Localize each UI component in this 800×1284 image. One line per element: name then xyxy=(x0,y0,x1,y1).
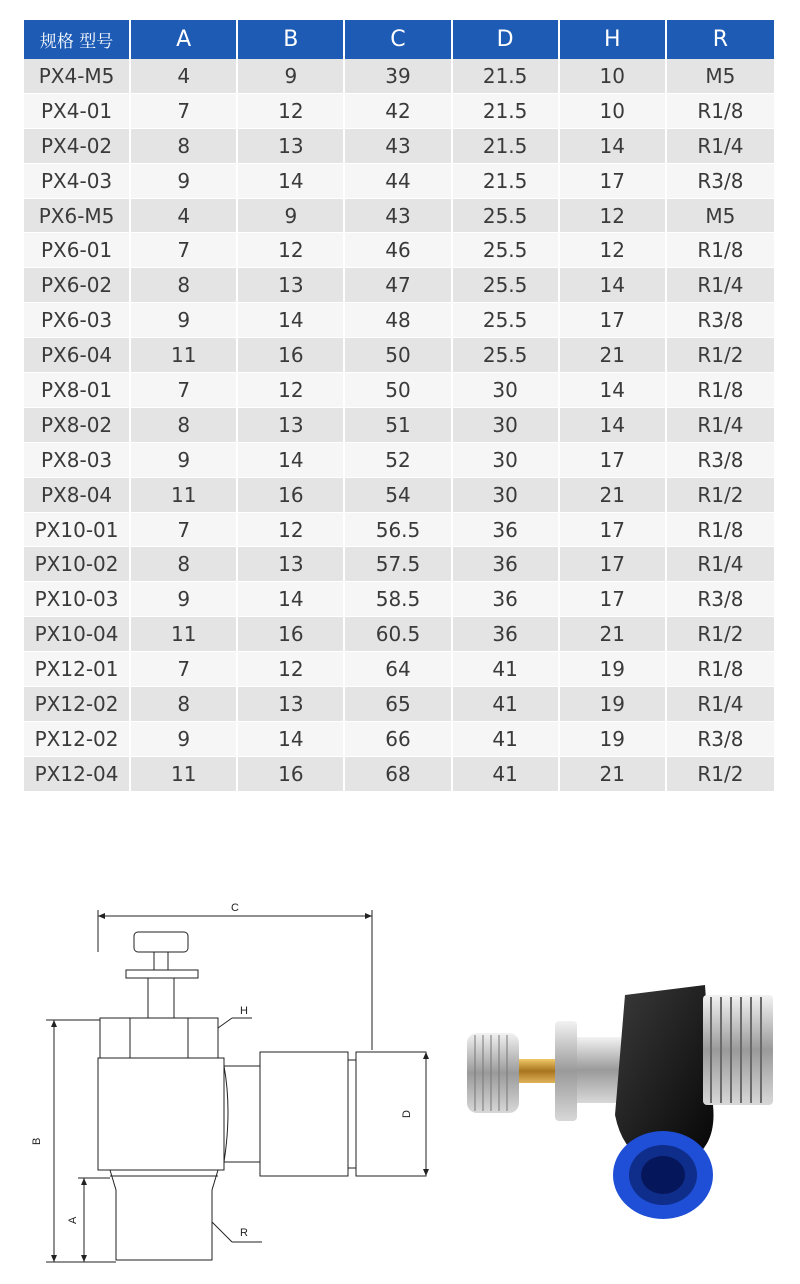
table-cell: 13 xyxy=(238,268,345,303)
table-cell: 48 xyxy=(345,303,452,338)
column-header: D xyxy=(453,20,560,59)
table-row xyxy=(24,94,774,129)
table-cell: R1/2 xyxy=(667,617,774,652)
table-cell: 21 xyxy=(560,617,667,652)
table-cell: 8 xyxy=(131,408,238,443)
table-row xyxy=(24,722,774,757)
photo-nut xyxy=(555,1021,577,1121)
table-cell: M5 xyxy=(667,59,774,94)
table-cell: PX6-M5 xyxy=(24,199,131,234)
table-cell: 17 xyxy=(560,164,667,199)
table-cell: 41 xyxy=(453,652,560,687)
table-cell: M5 xyxy=(667,199,774,234)
table-row xyxy=(24,268,774,303)
table-cell: 7 xyxy=(131,233,238,268)
table-cell: 21.5 xyxy=(453,129,560,164)
table-row xyxy=(24,129,774,164)
table-cell: R1/8 xyxy=(667,233,774,268)
table-cell: 13 xyxy=(238,129,345,164)
table-cell: PX4-03 xyxy=(24,164,131,199)
table-cell: R1/8 xyxy=(667,652,774,687)
table-cell: R3/8 xyxy=(667,443,774,478)
column-header: R xyxy=(667,20,774,59)
table-cell: 50 xyxy=(345,373,452,408)
table-cell: PX4-02 xyxy=(24,129,131,164)
table-cell: 8 xyxy=(131,687,238,722)
table-cell: 7 xyxy=(131,513,238,548)
table-cell: 8 xyxy=(131,129,238,164)
table-cell: 12 xyxy=(560,233,667,268)
column-header: A xyxy=(131,20,238,59)
table-row xyxy=(24,303,774,338)
table-cell: 9 xyxy=(131,722,238,757)
table-cell: 7 xyxy=(131,94,238,129)
table-cell: 9 xyxy=(131,582,238,617)
table-cell: PX10-02 xyxy=(24,547,131,582)
table-cell: PX12-01 xyxy=(24,652,131,687)
column-header: B xyxy=(238,20,345,59)
table-cell: 10 xyxy=(560,94,667,129)
table-cell: R1/8 xyxy=(667,373,774,408)
push-in-tube xyxy=(224,1066,260,1162)
table-cell: PX12-04 xyxy=(24,757,131,792)
table-cell: R3/8 xyxy=(667,164,774,199)
table-body xyxy=(24,59,774,792)
table-row xyxy=(24,513,774,548)
table-cell: R1/4 xyxy=(667,268,774,303)
table-cell: 14 xyxy=(238,164,345,199)
table-row xyxy=(24,338,774,373)
table-cell: 43 xyxy=(345,199,452,234)
table-cell: R1/4 xyxy=(667,547,774,582)
table-row xyxy=(24,478,774,513)
table-cell: 14 xyxy=(238,443,345,478)
table-cell: PX6-02 xyxy=(24,268,131,303)
table-cell: 19 xyxy=(560,687,667,722)
table-row xyxy=(24,617,774,652)
table-cell: R1/4 xyxy=(667,129,774,164)
table-cell: 12 xyxy=(560,199,667,234)
table-header-row xyxy=(24,20,774,59)
table-cell: 9 xyxy=(131,164,238,199)
table-cell: 60.5 xyxy=(345,617,452,652)
spec-table xyxy=(24,20,774,792)
table-cell: 16 xyxy=(238,338,345,373)
table-cell: 4 xyxy=(131,199,238,234)
table-cell: 21 xyxy=(560,338,667,373)
table-cell: 52 xyxy=(345,443,452,478)
table-cell: 12 xyxy=(238,373,345,408)
table-cell: PX8-01 xyxy=(24,373,131,408)
table-cell: 36 xyxy=(453,513,560,548)
table-cell: 8 xyxy=(131,268,238,303)
column-header: H xyxy=(560,20,667,59)
table-cell: 21 xyxy=(560,478,667,513)
table-cell: 36 xyxy=(453,547,560,582)
table-cell: 8 xyxy=(131,547,238,582)
table-cell: 12 xyxy=(238,233,345,268)
table-cell: 11 xyxy=(131,338,238,373)
table-row xyxy=(24,199,774,234)
table-cell: PX12-02 xyxy=(24,722,131,757)
table-row xyxy=(24,443,774,478)
table-cell: PX6-01 xyxy=(24,233,131,268)
table-cell: 46 xyxy=(345,233,452,268)
table-cell: 14 xyxy=(238,722,345,757)
label-b: B xyxy=(31,1137,43,1145)
body-outline xyxy=(98,1058,228,1170)
table-cell: 30 xyxy=(453,373,560,408)
table-cell: 25.5 xyxy=(453,199,560,234)
thread-outline xyxy=(110,1170,218,1260)
table-cell: 17 xyxy=(560,513,667,548)
table-cell: R1/4 xyxy=(667,408,774,443)
table-cell: 30 xyxy=(453,443,560,478)
table-cell: 51 xyxy=(345,408,452,443)
label-h: H xyxy=(240,1005,248,1017)
photo-thread xyxy=(703,995,773,1105)
table-row xyxy=(24,757,774,792)
table-row xyxy=(24,408,774,443)
table-cell: 42 xyxy=(345,94,452,129)
table-cell: 25.5 xyxy=(453,303,560,338)
table-row xyxy=(24,233,774,268)
label-c: C xyxy=(231,902,239,914)
table-cell: 44 xyxy=(345,164,452,199)
table-cell: R1/4 xyxy=(667,687,774,722)
table-cell: R1/8 xyxy=(667,513,774,548)
table-cell: 21.5 xyxy=(453,164,560,199)
table-cell: 14 xyxy=(560,373,667,408)
table-cell: 17 xyxy=(560,303,667,338)
table-cell: 36 xyxy=(453,617,560,652)
table-cell: 9 xyxy=(238,59,345,94)
column-header: C xyxy=(345,20,452,59)
table-cell: PX10-04 xyxy=(24,617,131,652)
table-cell: 13 xyxy=(238,687,345,722)
knob xyxy=(134,932,188,952)
table-cell: 66 xyxy=(345,722,452,757)
table-cell: 41 xyxy=(453,757,560,792)
table-cell: 17 xyxy=(560,443,667,478)
table-cell: 43 xyxy=(345,129,452,164)
table-cell: 30 xyxy=(453,408,560,443)
table-cell: 65 xyxy=(345,687,452,722)
table-cell: 30 xyxy=(453,478,560,513)
label-a: A xyxy=(67,1216,79,1224)
table-cell: 9 xyxy=(131,443,238,478)
table-cell: 12 xyxy=(238,94,345,129)
table-cell: PX4-M5 xyxy=(24,59,131,94)
table-cell: R3/8 xyxy=(667,722,774,757)
table-cell: 14 xyxy=(238,303,345,338)
table-cell: 11 xyxy=(131,757,238,792)
table-cell: 57.5 xyxy=(345,547,452,582)
table-cell: 10 xyxy=(560,59,667,94)
table-row xyxy=(24,59,774,94)
table-cell: PX8-02 xyxy=(24,408,131,443)
table-cell: PX6-03 xyxy=(24,303,131,338)
table-cell: 14 xyxy=(238,582,345,617)
table-cell: 12 xyxy=(238,513,345,548)
hex-nut xyxy=(100,1018,218,1058)
table-cell: 21.5 xyxy=(453,59,560,94)
column-header: 规格 型号 xyxy=(24,20,131,59)
table-cell: 19 xyxy=(560,722,667,757)
table-row xyxy=(24,687,774,722)
table-cell: 17 xyxy=(560,582,667,617)
table-cell: 12 xyxy=(238,652,345,687)
table-cell: 11 xyxy=(131,478,238,513)
table-cell: 4 xyxy=(131,59,238,94)
table-cell: 50 xyxy=(345,338,452,373)
table-cell: 47 xyxy=(345,268,452,303)
table-cell: 11 xyxy=(131,617,238,652)
product-photo xyxy=(455,985,795,1235)
table-cell: PX8-04 xyxy=(24,478,131,513)
table-cell: 7 xyxy=(131,652,238,687)
label-r: R xyxy=(240,1227,248,1239)
table-cell: R1/8 xyxy=(667,94,774,129)
table-cell: 21 xyxy=(560,757,667,792)
table-cell: 14 xyxy=(560,408,667,443)
table-cell: PX4-01 xyxy=(24,94,131,129)
table-cell: 39 xyxy=(345,59,452,94)
table-cell: 7 xyxy=(131,373,238,408)
table-cell: 58.5 xyxy=(345,582,452,617)
table-row xyxy=(24,652,774,687)
table-cell: 13 xyxy=(238,408,345,443)
table-cell: R3/8 xyxy=(667,303,774,338)
table-row xyxy=(24,164,774,199)
table-cell: 14 xyxy=(560,129,667,164)
table-row xyxy=(24,547,774,582)
table-cell: 25.5 xyxy=(453,233,560,268)
table-cell: 68 xyxy=(345,757,452,792)
table-cell: 25.5 xyxy=(453,338,560,373)
table-cell: 9 xyxy=(238,199,345,234)
technical-drawing xyxy=(18,890,438,1270)
table-row xyxy=(24,582,774,617)
table-cell: 16 xyxy=(238,757,345,792)
table-cell: 56.5 xyxy=(345,513,452,548)
table-cell: 16 xyxy=(238,617,345,652)
table-cell: 13 xyxy=(238,547,345,582)
label-d: D xyxy=(401,1110,413,1118)
table-cell: 21.5 xyxy=(453,94,560,129)
table-cell: 41 xyxy=(453,722,560,757)
table-cell: 16 xyxy=(238,478,345,513)
table-cell: 9 xyxy=(131,303,238,338)
table-cell: 14 xyxy=(560,268,667,303)
table-cell: PX6-04 xyxy=(24,338,131,373)
table-cell: 17 xyxy=(560,547,667,582)
table-cell: 36 xyxy=(453,582,560,617)
table-cell: R1/2 xyxy=(667,757,774,792)
table-cell: R1/2 xyxy=(667,338,774,373)
table-cell: PX12-02 xyxy=(24,687,131,722)
table-cell: PX10-03 xyxy=(24,582,131,617)
table-cell: 19 xyxy=(560,652,667,687)
table-cell: PX10-01 xyxy=(24,513,131,548)
table-cell: R1/2 xyxy=(667,478,774,513)
table-cell: PX8-03 xyxy=(24,443,131,478)
table-row xyxy=(24,373,774,408)
table-cell: R3/8 xyxy=(667,582,774,617)
table-cell: 41 xyxy=(453,687,560,722)
table-cell: 54 xyxy=(345,478,452,513)
table-cell: 25.5 xyxy=(453,268,560,303)
table-cell: 64 xyxy=(345,652,452,687)
